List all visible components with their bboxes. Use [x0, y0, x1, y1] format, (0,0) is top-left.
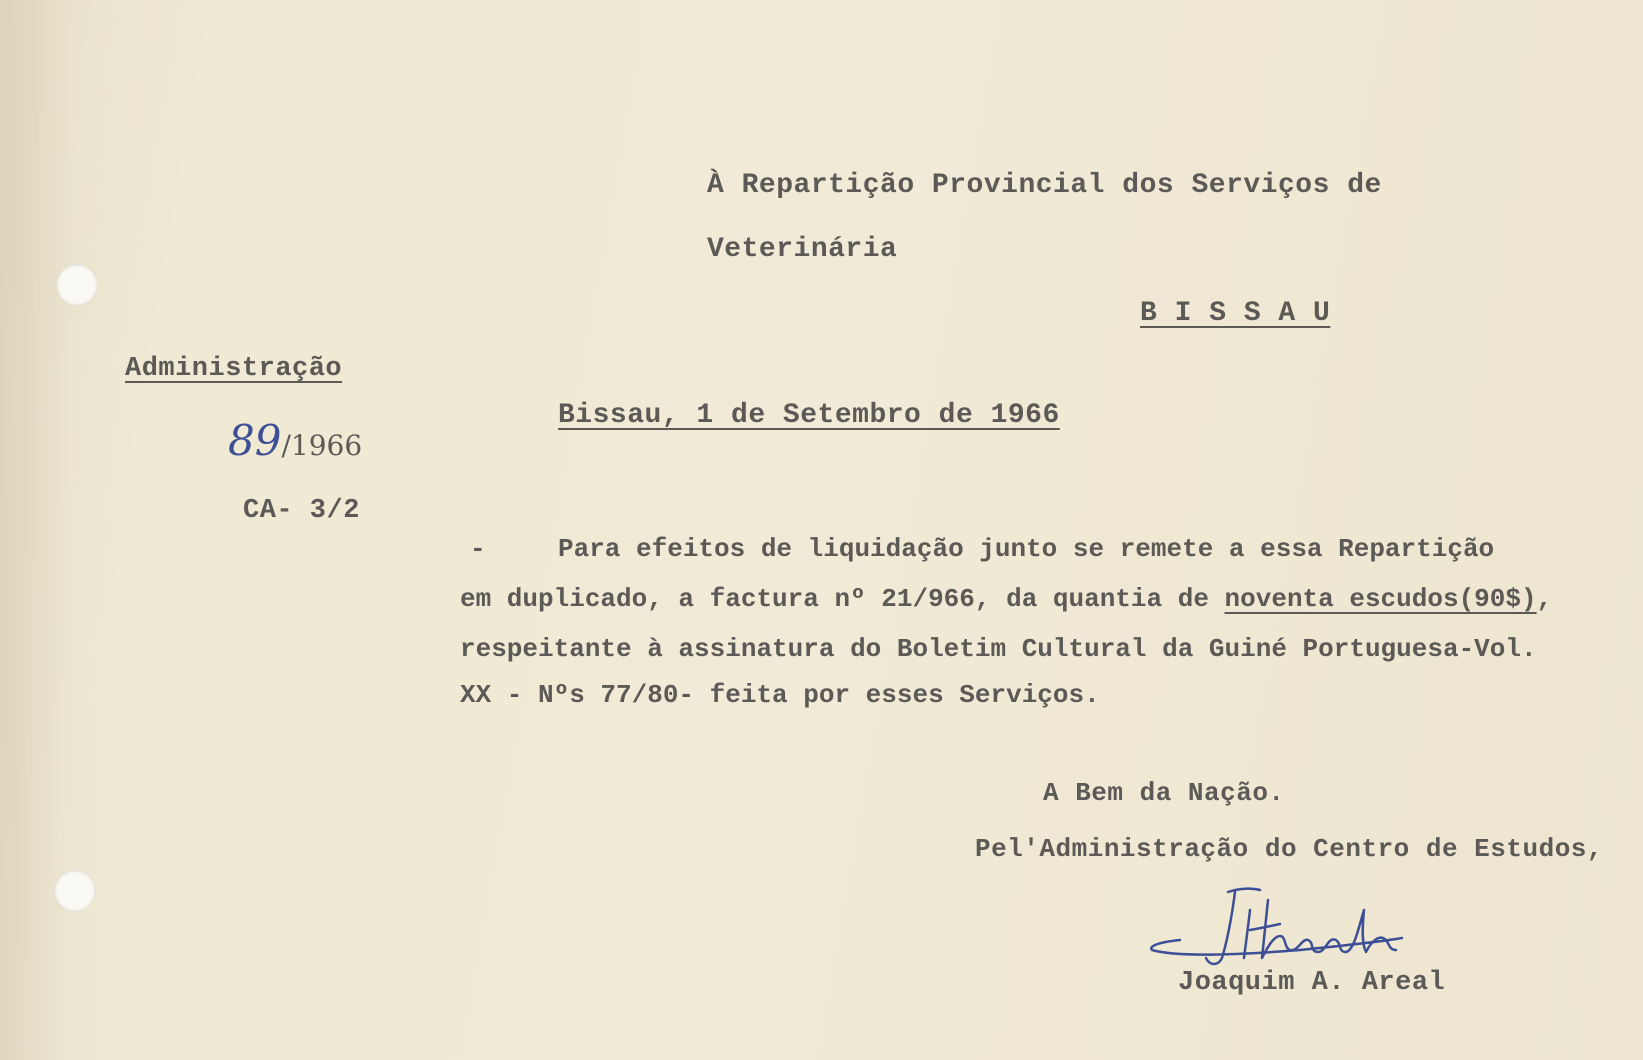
- punch-hole-bottom: [54, 870, 96, 912]
- closing-salutation: A Bem da Nação.: [1043, 778, 1285, 808]
- body-line-4: XX - Nºs 77/80- feita por esses Serviços.: [460, 680, 1100, 710]
- letter-date: Bissau, 1 de Setembro de 1966: [558, 400, 1060, 431]
- signatory-name: Joaquim A. Areal: [1178, 968, 1446, 998]
- amount-suffix: ,: [1536, 584, 1553, 614]
- recipient-line-2: Veterinária: [707, 234, 898, 265]
- body-line-1: Para efeitos de liquidação junto se remete a essa Repartição: [558, 534, 1495, 564]
- signature-scribble: [1140, 880, 1440, 980]
- handwritten-number: 89: [228, 416, 282, 465]
- body-bullet: -: [470, 534, 486, 564]
- sender-section: Administração: [125, 354, 343, 384]
- recipient-line-1: À Repartição Provincial dos Serviços de: [707, 170, 1382, 201]
- reference-number: [228, 416, 363, 465]
- body-line-2-text: em duplicado, a factura nº 21/966, da quantia de: [460, 584, 1209, 614]
- body-line-2: [460, 586, 1552, 612]
- on-behalf-line: Pel'Administração do Centro de Estudos,: [975, 834, 1603, 864]
- amount-text: noventa escudos(90$): [1224, 584, 1537, 614]
- body-line-3: respeitante à assinatura do Boletim Cultural da Guiné Portuguesa-Vol.: [460, 634, 1537, 664]
- recipient-city: B I S S A U: [1140, 298, 1331, 329]
- punch-hole-top: [56, 264, 98, 306]
- reference-code: CA- 3/2: [243, 496, 360, 526]
- reference-year: /1966: [281, 429, 363, 462]
